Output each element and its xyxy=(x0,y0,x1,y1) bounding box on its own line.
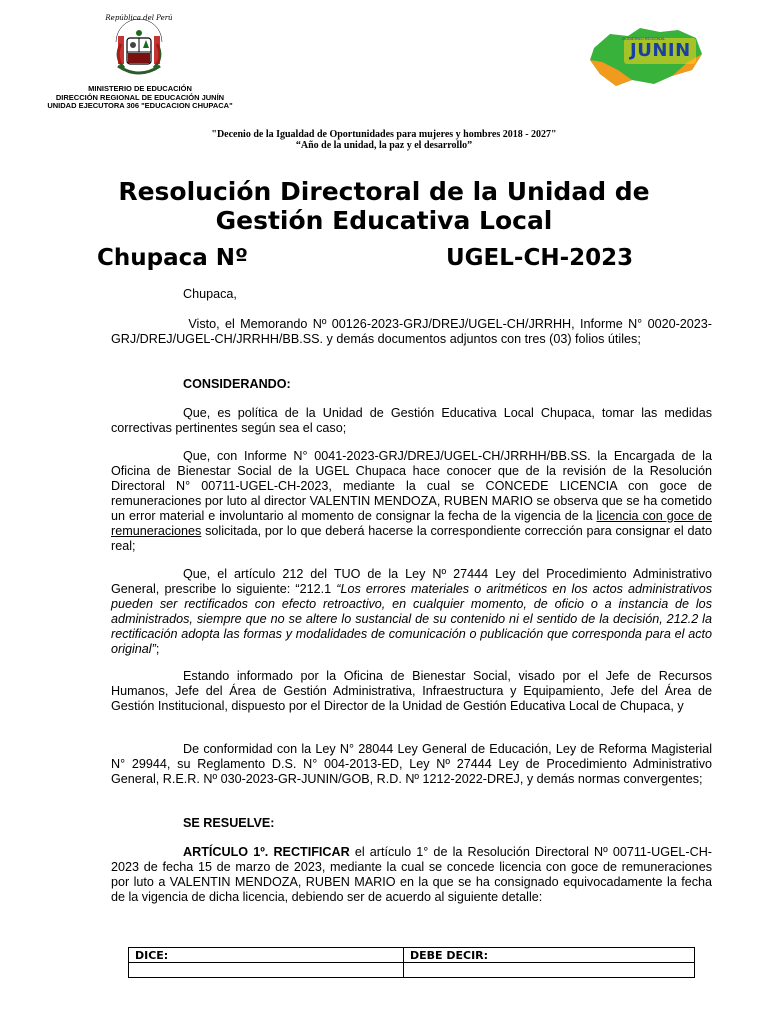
visto-text: Visto, el Memorando Nº 00126-2023-GRJ/DREJ/UGEL-CH/JRRHH, Informe N° 0020-2023-GRJ/DREJ/UGEL-CH/JRRHH/BB.SS. y demás documentos adjuntos con tres (03) folios útiles; xyxy=(111,317,712,346)
table-cell-debe-decir xyxy=(404,963,695,978)
paragraph-4 xyxy=(111,669,712,714)
paragraph-2-underlined: licencia con goce de remuneraciones xyxy=(111,509,712,538)
paragraph-5-text: De conformidad con la Ley N° 28044 Ley General de Educación, Ley de Reforma Magisterial N° 29944, su Reglamento D.S. N° 004-2013-ED, Ley Nº 27444 Ley de Procedimiento Administrativo General, R.E.R. Nº 030-2023-GR-JUNIN/GOB, R.D. Nº 1212-2022-DREJ, y demás normas convergentes; xyxy=(111,742,712,786)
table-row xyxy=(129,963,695,978)
correction-table xyxy=(128,947,695,978)
paragraph-3-text-a: Que, el artículo 212 del TUO de la Ley Nº 27444 Ley del Procedimiento Administrativo General, prescribe lo siguiente: “212.1 xyxy=(111,567,712,596)
article-1-paragraph xyxy=(111,845,712,905)
decade-quote: "Decenio de la Igualdad de Oportunidades para mujeres y hombres 2018 - 2027" xyxy=(211,129,557,140)
table-header-dice: DICE: xyxy=(129,948,404,963)
logo-top-text: GOBIERNO REGIONAL xyxy=(622,36,666,41)
resolution-number-code: UGEL-CH-2023 xyxy=(446,245,634,271)
visto-paragraph xyxy=(111,317,712,347)
year-quote: “Año de la unidad, la paz y el desarrollo” xyxy=(295,140,473,151)
paragraph-2 xyxy=(111,449,712,554)
paragraph-1 xyxy=(111,406,712,436)
ministry-line-2: DIRECCIÓN REGIONAL DE EDUCACIÓN JUNÍN xyxy=(55,93,225,102)
ministry-line-1: MINISTERIO DE EDUCACIÓN xyxy=(88,84,192,93)
se-resuelve-heading: SE RESUELVE: xyxy=(183,816,275,830)
paragraph-3-italic: “Los errores materiales o aritméticos en los actos administrativos pueden ser rectificados con efecto retroactivo, en cualquier momento, de oficio o a instancia de los administrados, siempre que no se altere lo sustancial de su contenido ni el sentido de la decisión, 212.2 la rectificación adopta las formas y modalidades de comunicación o publicación que corresponda para el acto original” xyxy=(111,582,713,656)
paragraph-2-text-b: solicitada, por lo que deberá hacerse la correspondiente corrección para consignar el dato real; xyxy=(111,524,712,553)
article-1-text: el artículo 1° de la Resolución Directoral Nº 00711-UGEL-CH-2023 de fecha 15 de marzo de 2023, mediante la cual se concede licencia con goce de remuneraciones por luto a VALENTIN MENDOZA, RUBEN MARIO en la que se ha consignado equivocadamente la fecha de la vigencia de dicha licencia, debiendo ser de acuerdo al siguiente detalle: xyxy=(111,845,713,904)
logo-title: JUNIN xyxy=(630,40,691,61)
table-cell-dice xyxy=(129,963,404,978)
article-1-label: ARTÍCULO 1º. RECTIFICAR xyxy=(183,845,350,859)
table-header-debe-decir: DEBE DECIR: xyxy=(404,948,695,963)
considerando-heading: CONSIDERANDO: xyxy=(183,377,291,391)
document-title-line-2: Gestión Educativa Local xyxy=(215,206,553,235)
paragraph-5 xyxy=(111,742,712,787)
ministry-line-3: UNIDAD EJECUTORA 306 "EDUCACION CHUPACA" xyxy=(47,101,233,110)
table-header-row xyxy=(129,948,695,963)
paragraph-3-text-b: ; xyxy=(155,642,160,656)
paragraph-4-text: Estando informado por la Oficina de Bienestar Social, visado por el Jefe de Recursos Humanos, Jefe del Área de Gestión Administrativa, Infraestructura y Equipamiento, Jefe del Área de Gestión Institucional, dispuesto por el Director de la Unidad de Gestión Educativa Local de Chupaca, y xyxy=(111,669,712,713)
paragraph-3 xyxy=(111,567,712,657)
coat-of-arms-icon xyxy=(96,12,182,82)
resolution-number-label: Chupaca Nº xyxy=(97,245,248,271)
paragraph-2-text-a: Que, con Informe N° 0041-2023-GRJ/DREJ/UGEL-CH/JRRHH/BB.SS. la Encargada de la Oficina de Bienestar Social de la UGEL Chupaca hace conocer que de la revisión de la Resolución Directoral N° 00711-UGEL-CH-2023, mediante la cual se CONCEDE LICENCIA con goce de remuneraciones por luto al director VALENTIN MENDOZA, RUBEN MARIO se observa que se ha cometido un error material e involuntario al momento de consignar la fecha de la vigencia de la xyxy=(111,449,712,523)
seal-caption: República del Perú xyxy=(105,14,173,22)
place-line: Chupaca, xyxy=(183,287,237,301)
document-title-line-1: Resolución Directoral de la Unidad de xyxy=(118,177,650,206)
paragraph-1-text: Que, es política de la Unidad de Gestión Educativa Local Chupaca, tomar las medidas correctivas pertinentes según sea el caso; xyxy=(111,406,712,435)
